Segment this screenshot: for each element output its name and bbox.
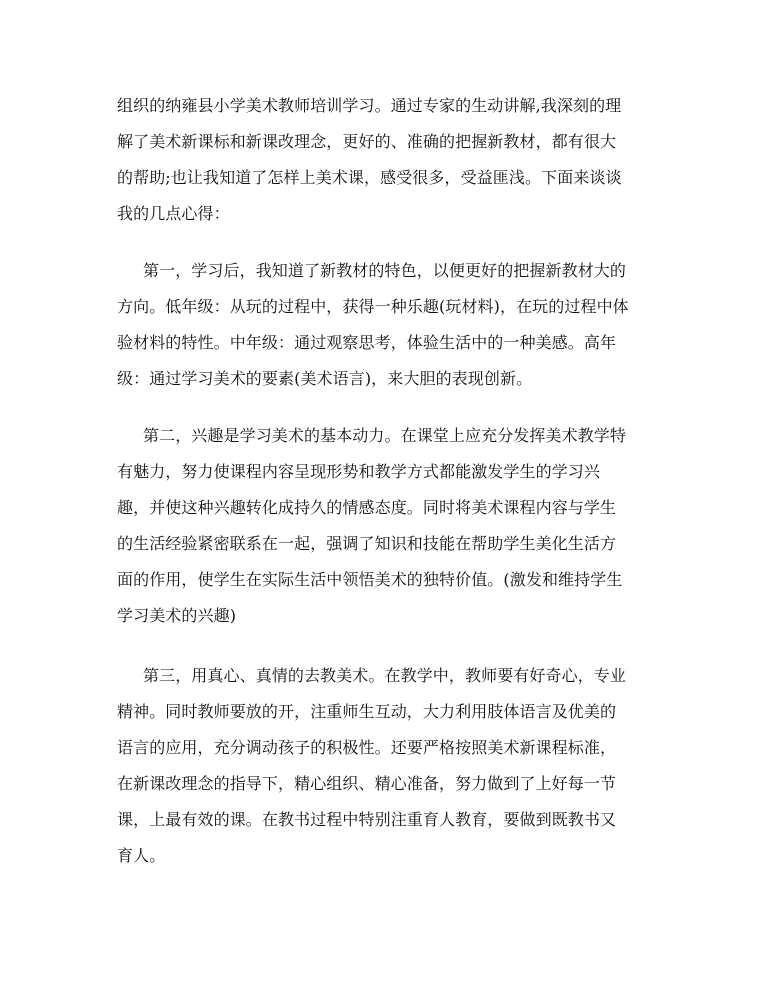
- point-1-line-2: 方向。低年级：从玩的过程中，获得一种乐趣(玩材料)，在玩的过程中体: [117, 297, 629, 316]
- point-3-line-1: 第三，用真心、真情的去教美术。在教学中，教师要有好奇心，专业: [143, 666, 627, 685]
- point-3-line-5: 课，上最有效的课。在教书过程中特别注重育人教育，要做到既教书又: [117, 810, 617, 829]
- intro-line-4: 我的几点心得：: [117, 204, 230, 223]
- point-1-line-1: 第一，学习后，我知道了新教材的特色，以便更好的把握新教材大的: [143, 261, 627, 280]
- intro-line-2: 解了美术新课标和新课改理念，更好的、准确的把握新教材，都有很大: [117, 132, 617, 151]
- point-2-line-2: 有魅力，努力使课程内容呈现形势和教学方式都能激发学生的学习兴: [117, 462, 601, 481]
- intro-line-1: 组织的纳雍县小学美术教师培训学习。通过专家的生动讲解,我深刻的理: [117, 96, 622, 115]
- point-3-line-2: 精神。同时教师要放的开，注重师生互动，大力利用肢体语言及优美的: [117, 702, 617, 721]
- intro-line-3: 的帮助;也让我知道了怎样上美术课，感受很多，受益匪浅。下面来谈谈: [117, 168, 622, 187]
- point-2-line-5: 面的作用，使学生在实际生活中领悟美术的独特价值。(激发和维持学生: [117, 570, 623, 589]
- point-3-line-6: 育人。: [117, 846, 166, 865]
- point-1-line-4: 级：通过学习美术的要素(美术语言)，来大胆的表现创新。: [117, 369, 533, 388]
- point-1-line-3: 验材料的特性。中年级：通过观察思考，体验生活中的一种美感。高年: [117, 333, 617, 352]
- point-3-line-4: 在新课改理念的指导下，精心组织、精心准备，努力做到了上好每一节: [117, 774, 617, 793]
- point-2-line-4: 的生活经验紧密联系在一起，强调了知识和技能在帮助学生美化生活方: [117, 534, 617, 553]
- point-2-line-3: 趣，并使这种兴趣转化成持久的情感态度。同时将美术课程内容与学生: [117, 498, 617, 517]
- point-2-line-6: 学习美术的兴趣): [117, 606, 237, 625]
- point-2-line-1: 第二，兴趣是学习美术的基本动力。在课堂上应充分发挥美术教学特: [143, 426, 627, 445]
- point-3-line-3: 语言的应用，充分调动孩子的积极性。还要严格按照美术新课程标准，: [117, 738, 617, 757]
